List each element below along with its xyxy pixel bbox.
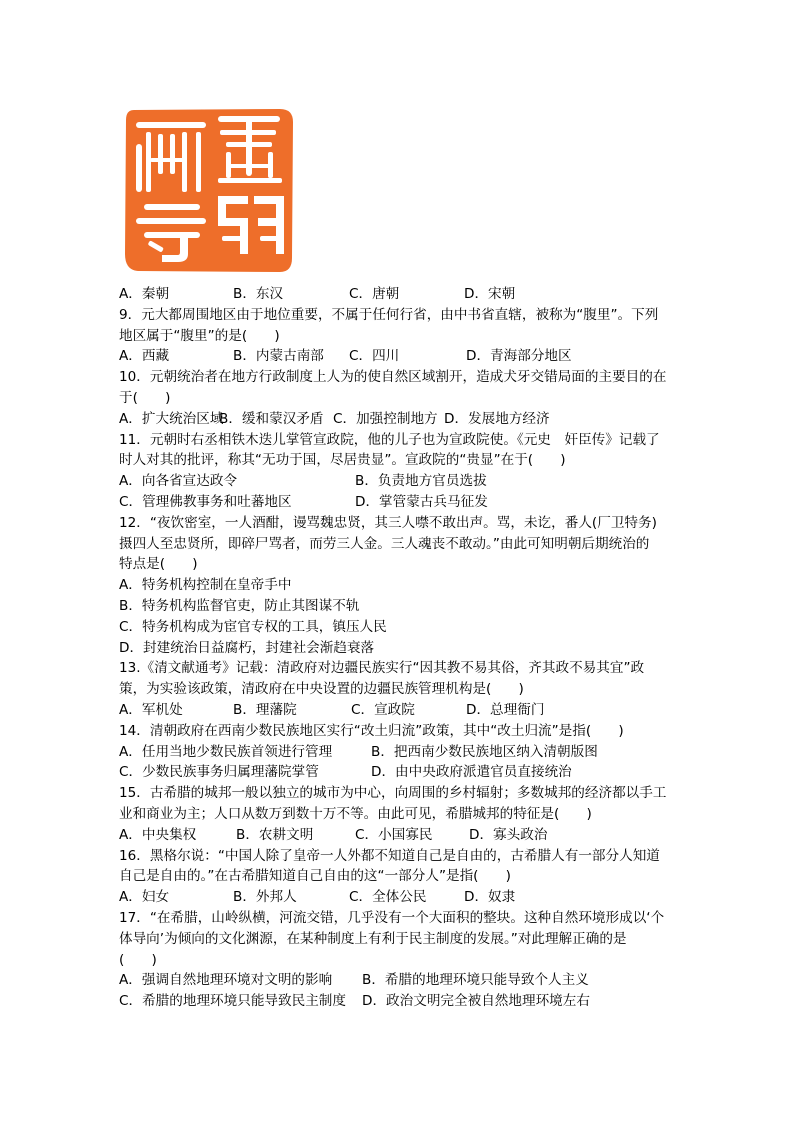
question-stem-line: 特点是( ) bbox=[119, 556, 198, 573]
answer-option[interactable]: C．管理佛教事务和吐蕃地区 bbox=[119, 493, 292, 510]
answer-option[interactable]: C．小国寡民 bbox=[355, 826, 433, 843]
option-row bbox=[119, 762, 679, 783]
question-stem-line: 17．“在希腊，山岭纵横，河流交错，几乎没有一个大面积的整块。这种自然环境形成以‘个 bbox=[119, 909, 665, 926]
answer-option[interactable]: C．特务机构成为宦官专权的工具，镇压人民 bbox=[119, 618, 387, 635]
answer-option[interactable]: B．负责地方官员选拔 bbox=[355, 473, 487, 490]
question-stem-line: ( ) bbox=[119, 951, 157, 968]
option-row bbox=[119, 346, 679, 367]
answer-option[interactable]: D．发展地方经济 bbox=[444, 410, 550, 427]
question-stem-line: 于( ) bbox=[119, 389, 171, 406]
question-q16 bbox=[119, 846, 679, 908]
answer-option[interactable]: B．东汉 bbox=[233, 286, 284, 302]
question-stem-line: 10．元朝统治者在地方行政制度上人为的使自然区域割开，造成犬牙交错局面的主要目的在 bbox=[119, 369, 667, 386]
question-q8 bbox=[119, 284, 679, 305]
seal-stamp-image bbox=[122, 104, 295, 276]
option-row bbox=[119, 617, 679, 638]
answer-option[interactable]: B．外邦人 bbox=[233, 889, 297, 906]
answer-option[interactable]: C．希腊的地理环境只能导致民主制度 bbox=[119, 993, 346, 1010]
answer-option[interactable]: A．妇女 bbox=[119, 889, 170, 906]
answer-option[interactable]: A．强调自然地理环境对文明的影响 bbox=[119, 972, 333, 989]
question-q9 bbox=[119, 305, 679, 367]
answer-option[interactable]: D．青海部分地区 bbox=[466, 348, 572, 365]
answer-option[interactable]: C．全体公民 bbox=[349, 889, 427, 906]
answer-option[interactable]: D．奴隶 bbox=[464, 889, 516, 906]
option-row bbox=[119, 825, 679, 846]
answer-option[interactable]: B．特务机构监督官吏，防止其图谋不轨 bbox=[119, 597, 360, 614]
answer-option[interactable]: D．寡头政治 bbox=[469, 826, 548, 843]
question-stem-line: 业和商业为主；人口从数万到数十万不等。由此可见，希腊城邦的特征是( ) bbox=[119, 805, 592, 822]
question-list bbox=[119, 284, 679, 1012]
question-stem-line: 自己是自由的。”在古希腊知道自己自由的这“一部分人”是指( ) bbox=[119, 868, 511, 885]
answer-option[interactable]: A．秦朝 bbox=[119, 286, 170, 302]
question-q12 bbox=[119, 513, 679, 659]
option-row bbox=[119, 409, 679, 430]
answer-option[interactable]: A．西藏 bbox=[119, 348, 170, 365]
option-row bbox=[119, 492, 679, 513]
question-stem-line: 13.《清文献通考》记载：清政府对边疆民族实行“因其教不易其俗，齐其政不易其宜”政 bbox=[119, 660, 645, 677]
question-stem-line: 16．黑格尔说：“中国人除了皇帝一人外都不知道自己是自由的，古希腊人有一部分人知道 bbox=[119, 847, 660, 864]
answer-option[interactable]: D．总理衙门 bbox=[466, 701, 545, 718]
answer-option[interactable]: D．封建统治日益腐朽，封建社会渐趋衰落 bbox=[119, 639, 375, 656]
answer-option[interactable]: C．宣政院 bbox=[351, 701, 415, 718]
answer-option[interactable]: C．四川 bbox=[349, 348, 400, 365]
question-stem-line: 体导向’为倾向的文化渊源，在某种制度上有利于民主制度的发展。”对此理解正确的是 bbox=[119, 930, 627, 947]
answer-option[interactable]: B．理藩院 bbox=[233, 701, 297, 718]
question-q10 bbox=[119, 367, 679, 429]
question-q11 bbox=[119, 430, 679, 513]
question-stem-line: 地区属于“腹里”的是( ) bbox=[119, 327, 280, 344]
answer-option[interactable]: B．把西南少数民族地区纳入清朝版图 bbox=[371, 743, 598, 760]
question-stem-line: 9．元大都周围地区由于地位重要，不属于任何行省，由中书省直辖，被称为“腹里”。下列 bbox=[119, 306, 659, 323]
option-row bbox=[119, 887, 679, 908]
question-stem-line: 11．元朝时右丞相铁木迭儿掌管宣政院，他的儿子也为宣政院使。《元史 奸臣传》记载了 bbox=[119, 431, 660, 448]
question-stem-line: 摄四人至忠贤所，即碎尸骂者，而劳三人金。三人魂丧不敢动。”由此可知明朝后期统治的 bbox=[119, 535, 650, 552]
answer-option[interactable]: C．少数民族事务归属理藩院掌管 bbox=[119, 764, 319, 781]
question-stem-line: 12．“夜饮密室，一人酒酣，谩骂魏忠贤，其三人噤不敢出声。骂，未讫，番人(厂卫特务) bbox=[119, 514, 657, 531]
answer-option[interactable]: A．中央集权 bbox=[119, 826, 197, 843]
question-q15 bbox=[119, 783, 679, 845]
question-q13 bbox=[119, 658, 679, 720]
option-row bbox=[119, 991, 679, 1012]
answer-option[interactable]: B．内蒙古南部 bbox=[233, 348, 324, 365]
answer-option[interactable]: B．农耕文明 bbox=[236, 826, 314, 843]
option-row bbox=[119, 284, 679, 305]
question-stem-line: 时人对其的批评，称其“无功于国，尽居贵显”。宣政院的“贵显”在于( ) bbox=[119, 452, 566, 469]
option-row bbox=[119, 575, 679, 596]
answer-option[interactable]: B．希腊的地理环境只能导致个人主义 bbox=[362, 972, 589, 989]
option-row bbox=[119, 970, 679, 991]
option-row bbox=[119, 471, 679, 492]
answer-option[interactable]: D．宋朝 bbox=[464, 286, 516, 302]
option-row bbox=[119, 742, 679, 763]
answer-option[interactable]: D．政治文明完全被自然地理环境左右 bbox=[362, 993, 590, 1010]
answer-option[interactable]: A．任用当地少数民族首领进行管理 bbox=[119, 743, 333, 760]
option-row bbox=[119, 596, 679, 617]
answer-option[interactable]: A．军机处 bbox=[119, 701, 183, 718]
answer-option[interactable]: A．扩大统治区域 bbox=[119, 410, 224, 427]
question-q14 bbox=[119, 721, 679, 783]
answer-option[interactable]: A．特务机构控制在皇帝手中 bbox=[119, 577, 292, 594]
answer-option[interactable]: D．掌管蒙古兵马征发 bbox=[355, 493, 488, 510]
answer-option[interactable]: C．加强控制地方 bbox=[333, 410, 438, 427]
question-q17 bbox=[119, 908, 679, 1012]
question-stem-line: 14．清朝政府在西南少数民族地区实行“改土归流”政策，其中“改土归流”是指( ) bbox=[119, 722, 624, 739]
answer-option[interactable]: C．唐朝 bbox=[349, 286, 400, 302]
answer-option[interactable]: D．由中央政府派遣官员直接统治 bbox=[371, 764, 572, 781]
option-row bbox=[119, 638, 679, 659]
option-row bbox=[119, 700, 679, 721]
question-stem-line: 15．古希腊的城邦一般以独立的城市为中心，向周围的乡村辐射；多数城邦的经济都以手工 bbox=[119, 785, 667, 802]
answer-option[interactable]: A．向各省宣达政令 bbox=[119, 473, 238, 490]
question-stem-line: 策，为实验该政策，清政府在中央设置的边疆民族管理机构是( ) bbox=[119, 681, 524, 698]
answer-option[interactable]: B．缓和蒙汉矛盾 bbox=[219, 410, 324, 427]
